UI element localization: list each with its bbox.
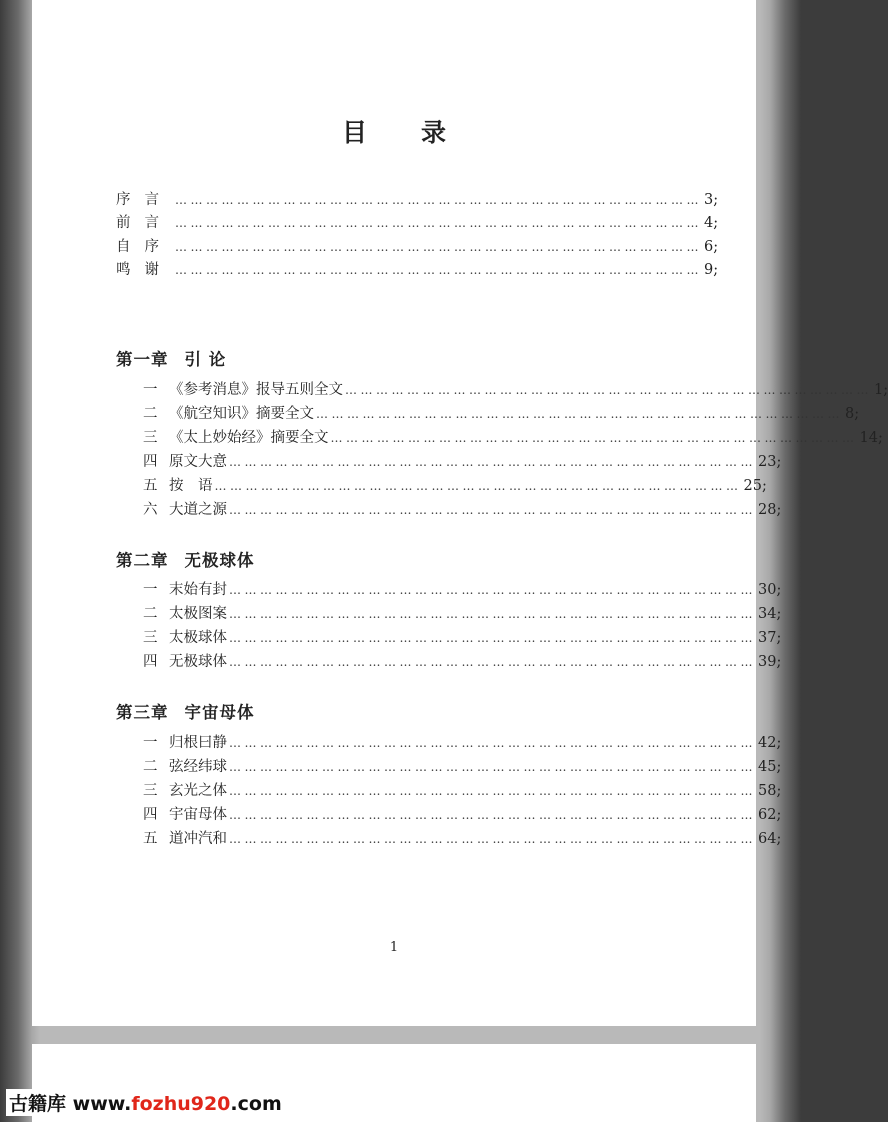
toc-entry[interactable]: [116, 237, 719, 257]
section-number: 三: [143, 430, 158, 446]
entry-title: 末始有封: [169, 582, 227, 598]
entry-page: 6;: [704, 239, 719, 255]
toc-entry[interactable]: [143, 580, 782, 600]
section-number: 五: [143, 478, 158, 494]
entry-title: 宇宙母体: [169, 807, 227, 823]
leader-dots: …………………………………………………………………………………………: [229, 808, 756, 822]
toc-entry[interactable]: [143, 476, 767, 496]
watermark-url-prefix: www.: [72, 1093, 132, 1115]
toc-entry[interactable]: [143, 781, 782, 801]
section-number: 一: [143, 382, 158, 398]
entry-page: 42;: [758, 735, 782, 751]
leader-dots: …………………………………………………………………………………………: [229, 760, 756, 774]
leader-dots: …………………………………………………………………………………………: [229, 583, 756, 597]
leader-dots: …………………………………………………………………………………………: [175, 193, 702, 207]
toc-entry[interactable]: [143, 628, 782, 648]
entry-page: 64;: [758, 831, 782, 847]
entry-title: 按 语: [169, 478, 213, 494]
section-number: 一: [143, 582, 158, 598]
leader-dots: …………………………………………………………………………………………: [229, 832, 756, 846]
entry-title: 鸣谢: [116, 262, 173, 278]
leader-dots: …………………………………………………………………………………………: [175, 216, 702, 230]
entry-page: 3;: [704, 192, 719, 208]
entry-title: 大道之源: [169, 502, 227, 518]
chapter-heading: [116, 699, 255, 723]
toc-entry[interactable]: [143, 452, 782, 472]
entry-page: 37;: [758, 630, 782, 646]
entry-title: 太极球体: [169, 630, 227, 646]
section-number: 三: [143, 630, 158, 646]
entry-page: 4;: [704, 215, 719, 231]
toc-entry[interactable]: [143, 404, 860, 424]
toc-entry[interactable]: [143, 500, 782, 520]
toc-entry[interactable]: [143, 805, 782, 825]
watermark-logo: [6, 1089, 285, 1116]
chapter-heading: [116, 346, 226, 370]
toc-title: 目录: [341, 118, 500, 147]
chapter-title: 宇宙母体: [184, 703, 255, 722]
section-number: 六: [143, 502, 158, 518]
entry-title: 无极球体: [169, 654, 227, 670]
leader-dots: …………………………………………………………………………………………: [229, 607, 756, 621]
entry-title: 原文大意: [169, 454, 227, 470]
leader-dots: …………………………………………………………………………………………: [175, 240, 702, 254]
leader-dots: …………………………………………………………………………………………: [229, 784, 756, 798]
section-number: 五: [143, 831, 158, 847]
chapter-number: 第二章: [116, 551, 169, 570]
toc-entry[interactable]: [143, 757, 782, 777]
chapter-number: 第三章: [116, 703, 169, 722]
leader-dots: …………………………………………………………………………………………: [229, 455, 756, 469]
section-number: 四: [143, 807, 158, 823]
entry-page: 45;: [758, 759, 782, 775]
leader-dots: …………………………………………………………………………………………: [316, 407, 843, 421]
entry-page: 25;: [743, 478, 767, 494]
leader-dots: …………………………………………………………………………………………: [229, 631, 756, 645]
section-number: 二: [143, 759, 158, 775]
leader-dots: …………………………………………………………………………………………: [229, 503, 756, 517]
entry-title: 太极图案: [169, 606, 227, 622]
toc-entry[interactable]: [143, 733, 782, 753]
toc-entry[interactable]: [116, 213, 719, 233]
leader-dots: …………………………………………………………………………………………: [229, 655, 756, 669]
watermark-url-suffix: .com: [230, 1093, 282, 1115]
chapter-title: 引 论: [184, 350, 227, 369]
document-page: [32, 0, 888, 1026]
entry-title: 前言: [116, 215, 173, 231]
entry-page: 28;: [758, 502, 782, 518]
entry-page: 14;: [859, 430, 883, 446]
leader-dots: …………………………………………………………………………………………: [330, 431, 858, 445]
entry-title: 道冲汽和: [169, 831, 227, 847]
entry-page: 58;: [758, 783, 782, 799]
entry-title: 自序: [116, 239, 173, 255]
leader-dots: …………………………………………………………………………………………: [175, 263, 702, 277]
section-number: 一: [143, 735, 158, 751]
entry-page: 39;: [758, 654, 782, 670]
entry-title: 玄光之体: [169, 783, 227, 799]
section-number: 二: [143, 406, 158, 422]
entry-page: 23;: [758, 454, 782, 470]
entry-title: 《航空知识》摘要全文: [169, 406, 314, 422]
toc-entry[interactable]: [143, 380, 888, 400]
entry-page: 30;: [758, 582, 782, 598]
toc-entry[interactable]: [143, 604, 782, 624]
entry-title: 《参考消息》报导五则全文: [169, 382, 343, 398]
toc-entry[interactable]: [116, 190, 719, 210]
leader-dots: …………………………………………………………………………………………: [345, 383, 872, 397]
section-number: 二: [143, 606, 158, 622]
chapter-number: 第一章: [116, 350, 169, 369]
section-number: 三: [143, 783, 158, 799]
leader-dots: …………………………………………………………………………………………: [229, 736, 756, 750]
entry-title: 序言: [116, 192, 173, 208]
section-number: 四: [143, 654, 158, 670]
chapter-heading: [116, 547, 255, 571]
toc-entry[interactable]: [143, 829, 782, 849]
entry-title: 弦经纬球: [169, 759, 227, 775]
page-number: 1: [389, 940, 399, 955]
entry-page: 34;: [758, 606, 782, 622]
entry-page: 8;: [845, 406, 860, 422]
entry-title: 归根曰静: [169, 735, 227, 751]
toc-entry[interactable]: [143, 652, 782, 672]
watermark-url-highlight: fozhu920: [131, 1093, 231, 1115]
entry-title: 《太上妙始经》摘要全文: [169, 430, 329, 446]
leader-dots: …………………………………………………………………………………………: [214, 479, 742, 493]
watermark-site-name: 古籍库: [9, 1093, 67, 1115]
toc-entry[interactable]: [116, 260, 719, 280]
entry-page: 62;: [758, 807, 782, 823]
chapter-title: 无极球体: [184, 551, 255, 570]
toc-entry[interactable]: [143, 428, 883, 448]
entry-page: 9;: [704, 262, 719, 278]
entry-page: 1;: [874, 382, 888, 398]
section-number: 四: [143, 454, 158, 470]
